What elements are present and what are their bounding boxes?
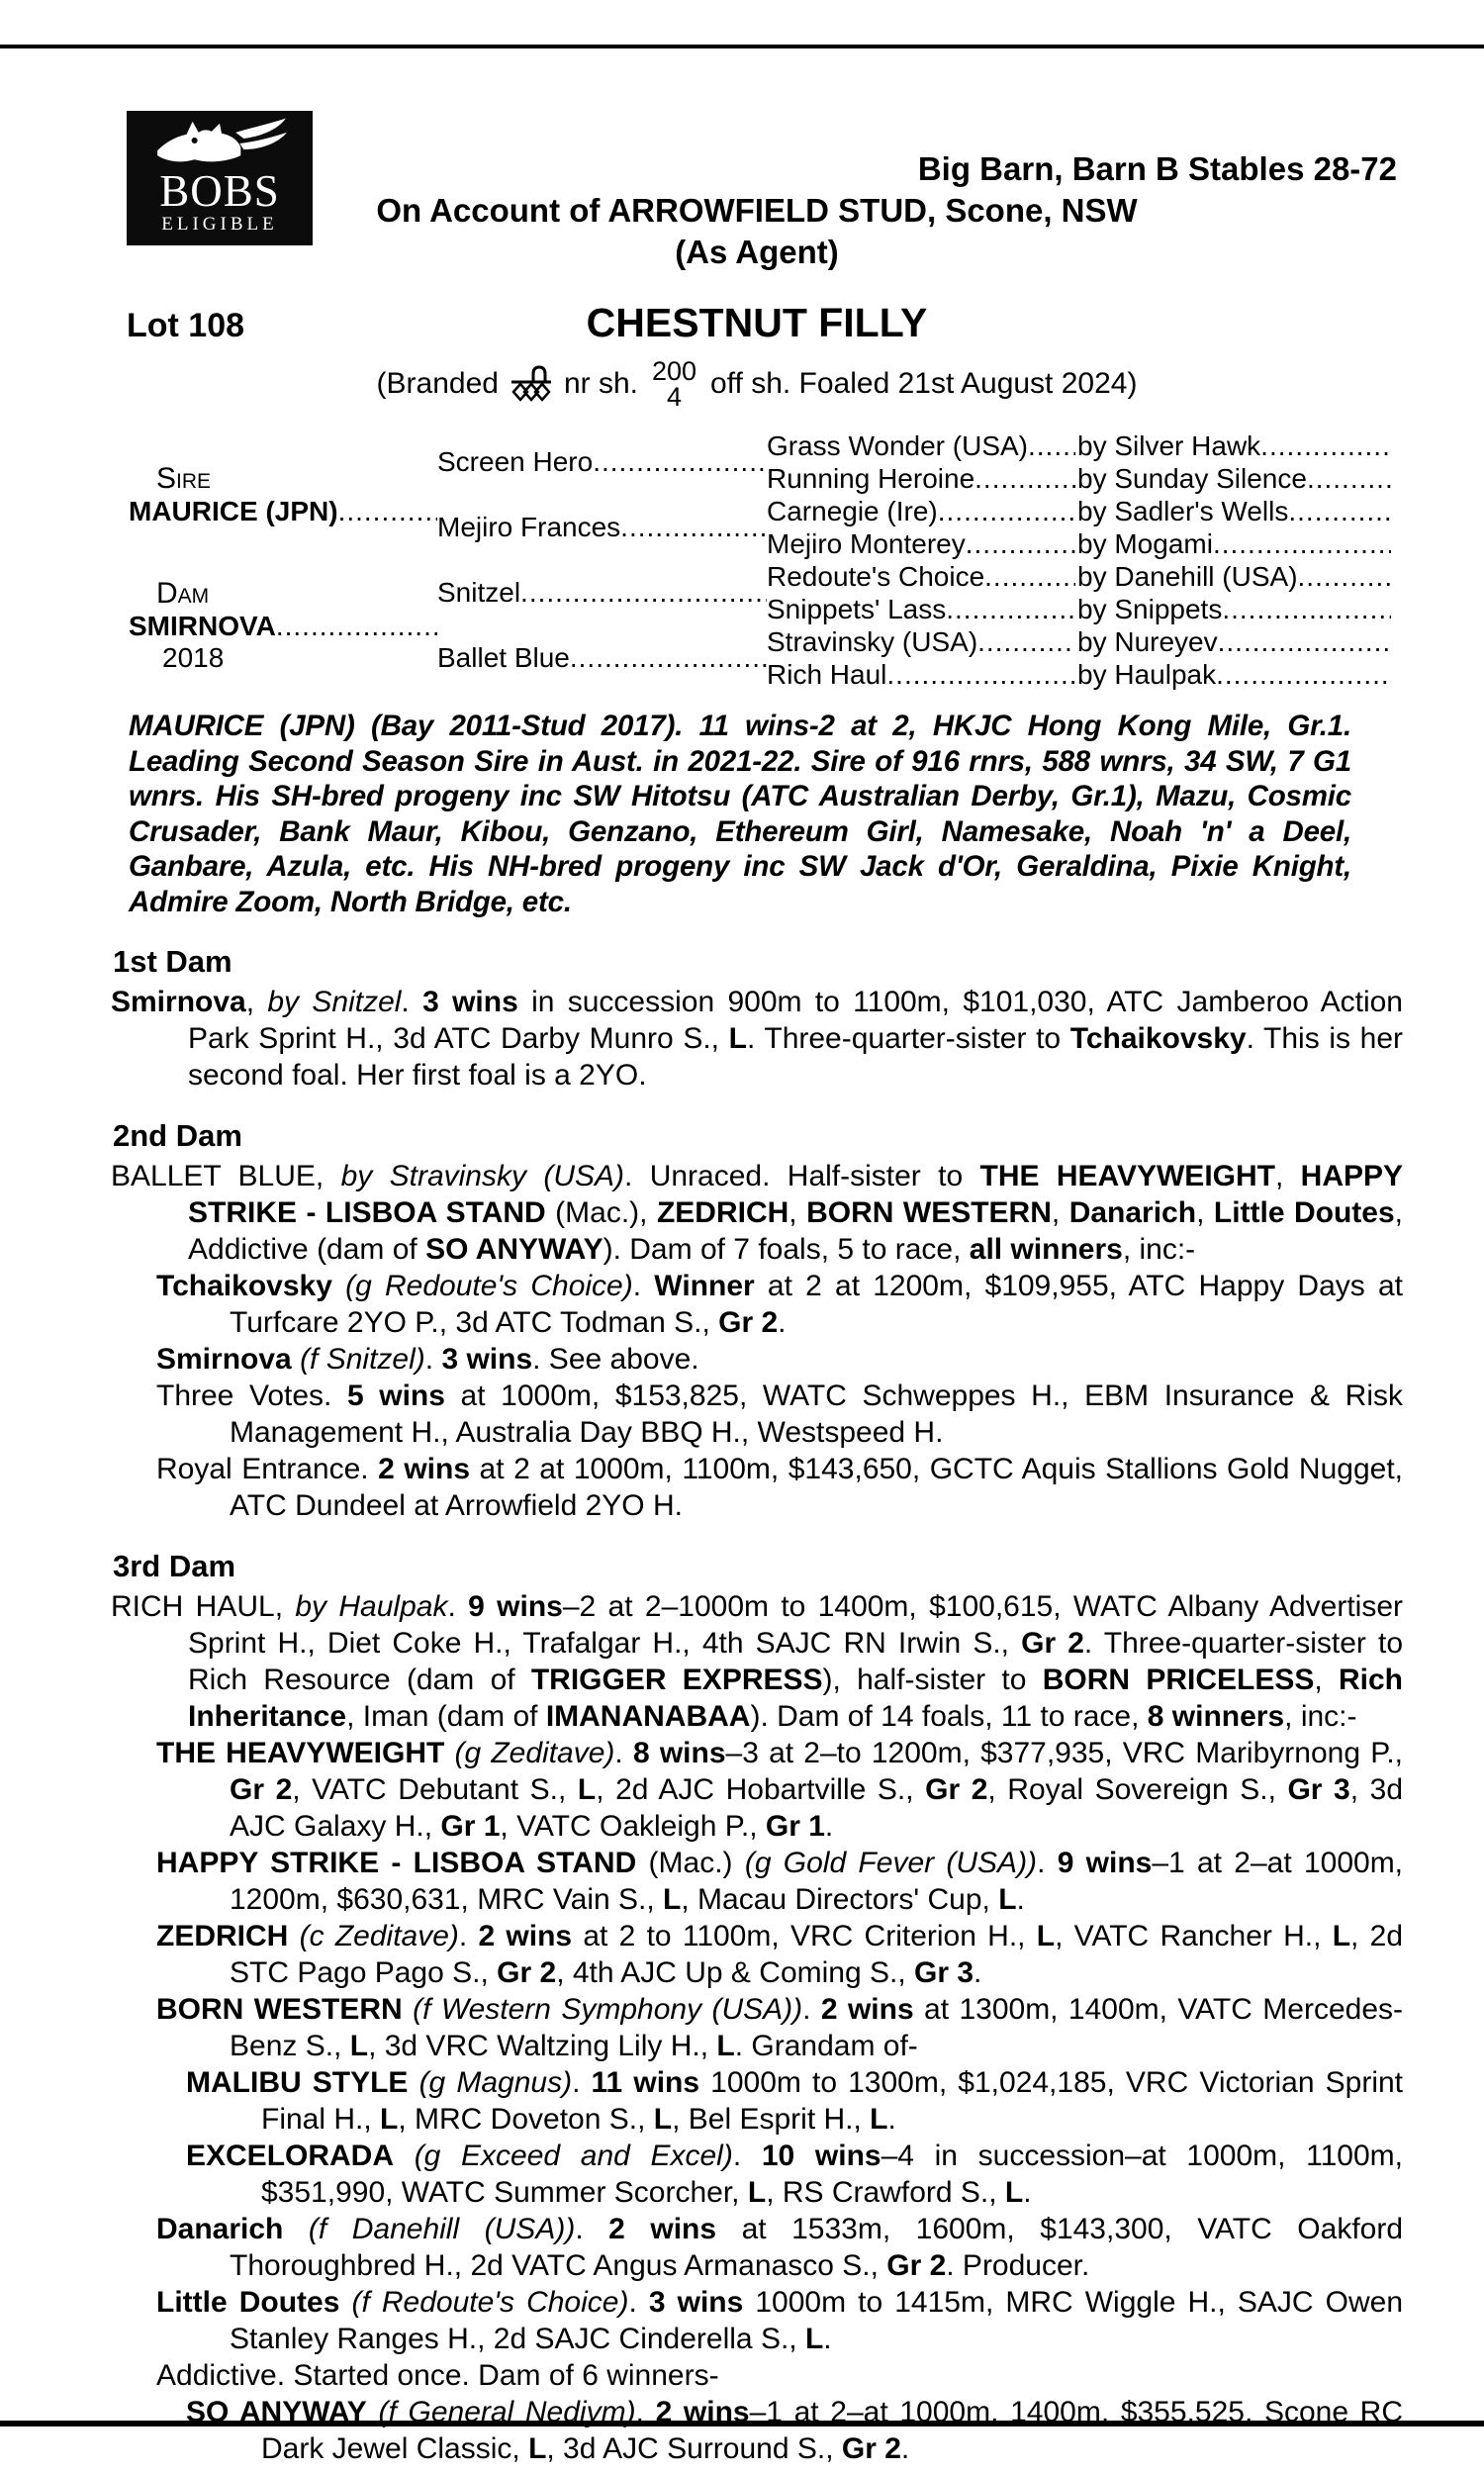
horse-title: CHESTNUT FILLY — [586, 300, 928, 345]
pedigree-cell: by Sunday Silence ..... — [1075, 462, 1391, 495]
sire-summary: MAURICE (JPN) (Bay 2011-Stud 2017). 11 wins-2 at 2, HKJC Hong Kong Mile, Gr.1. Leading Second Season Sire in Aust. in 2021-22. Sire of 916 rnrs, 588 wnrs, 34 SW, 7 G1 wnrs. His SH-bred progeny inc SW Hitotsu (ATC Australian Derby, Gr.1), Mazu, Cosmic Crusader, Bank Maur, Kibou, Genzano, Ethereum Girl, Namesake, Noah 'n' a Deel, Ganbare, Azula, etc. His NH-bred progeny inc SW Jack d'Or, Geraldina, Pixie Knight, Admire Zoom, North Bridge, etc. — [129, 710, 1351, 918]
branded-row — [111, 358, 1403, 410]
branded-prefix: (Branded — [376, 367, 499, 400]
section-heading: 3rd Dam — [113, 1549, 236, 1583]
dam-paragraph: BALLET BLUE, by Stravinsky (USA). Unraced. Half-sister to THE HEAVYWEIGHT, HAPPY STRIKE - LISBOA STAND (Mac.), ZEDRICH, BORN WESTERN, Danarich, Little Doutes, Addictive (dam of SO ANYWAY). Dam of 7 foals, 5 to race, all winners, inc:- — [111, 1160, 1404, 1266]
progeny-paragraph: THE HEAVYWEIGHT (g Zeditave). 8 wins–3 at 2–to 1200m, $377,935, VRC Maribyrnong P., Gr 2, VATC Debutant S., L, 2d AJC Hobartville S., Gr 2, Royal Sovereign S., Gr 3, 3d AJC Galaxy H., Gr 1, VATC Oakleigh P., Gr 1. — [156, 1737, 1404, 1843]
dam-paragraph: RICH HAUL, by Haulpak. 9 wins–2 at 2–1000m to 1400m, $100,615, WATC Albany Advertiser Sprint H., Diet Coke H., Trafalgar H., 4th SAJC RN Irwin S., Gr 2. Three-quarter-sister to Rich Resource (dam of TRIGGER EXPRESS), half-sister to BORN PRICELESS, Rich Inheritance, Iman (dam of IMANANABAA). Dam of 14 foals, 11 to race, 8 winners, inc:- — [111, 1590, 1404, 1733]
dam-label: Dam — [156, 577, 210, 610]
pedigree-table — [111, 429, 1403, 691]
brand-number-bottom: 4 — [667, 382, 683, 412]
progeny-paragraph: Addictive. Started once. Dam of 6 winners- — [156, 2359, 719, 2392]
sire-block — [129, 429, 437, 560]
lot-row — [111, 297, 1403, 348]
third-dam-section — [111, 1550, 1403, 2467]
section-heading: 2nd Dam — [113, 1118, 242, 1153]
grandsire-of-sire: Screen Hero ..... — [437, 429, 767, 495]
page-content — [111, 109, 1403, 2467]
leader-dots — [570, 642, 767, 674]
logo-text-eligible: ELIGIBLE — [161, 214, 278, 235]
brand-number-top: 200 — [651, 356, 697, 386]
dam-block — [129, 560, 437, 691]
pedigree-cell: Snippets' Lass ..... — [767, 593, 1075, 625]
pedigree-cell: by Snippets ..... — [1075, 593, 1391, 625]
section-heading: 1st Dam — [113, 944, 232, 979]
grandsire-of-dam: Snitzel ..... — [437, 560, 767, 625]
progeny-paragraph: Royal Entrance. 2 wins at 2 at 1000m, 1100m, $143,650, GCTC Aquis Stallions Gold Nugget, ATC Dundeel at Arrowfield 2YO H. — [156, 1453, 1403, 1522]
leader-dots — [520, 577, 767, 609]
progeny-paragraph: HAPPY STRIKE - LISBOA STAND (Mac.) (g Gold Fever (USA)). 9 wins–1 at 2–at 1000m, 1200m, $630,631, MRC Vain S., L, Macau Directors' Cup, L. — [156, 1847, 1404, 1916]
pedigree-cell: by Nureyev ..... — [1075, 625, 1391, 658]
pedigree-cell: Rich Haul ..... — [767, 658, 1075, 691]
pedigree-cell: by Mogami ..... — [1075, 527, 1391, 560]
top-rule — [0, 45, 1484, 48]
header — [111, 109, 1403, 273]
progeny-paragraph: Smirnova (f Snitzel). 3 wins. See above. — [156, 1343, 699, 1376]
agent-line: (As Agent) — [675, 234, 839, 270]
branded-suffix: off sh. Foaled 21st August 2024) — [710, 367, 1138, 400]
pedigree-cell: by Danehill (USA) ..... — [1075, 560, 1391, 593]
stable-line: Big Barn, Barn B Stables 28-72 — [917, 150, 1397, 187]
pedigree-cell: Mejiro Monterey ..... — [767, 527, 1075, 560]
pedigree-cell: Running Heroine ..... — [767, 462, 1075, 495]
dam-name: SMIRNOVA ..... — [129, 611, 437, 642]
brand-mark-icon — [509, 362, 554, 406]
first-dam-section — [111, 945, 1403, 1094]
sire-label: Sire — [156, 462, 212, 495]
logo-text-bobs: BOBS — [159, 166, 280, 216]
bobs-eligible-logo — [127, 111, 313, 245]
progeny-paragraph: EXCELORADA (g Exceed and Excel). 10 wins–4 in succession–at 1000m, 1100m, $351,990, WATC Summer Scorcher, L, RS Crawford S., L. — [186, 2140, 1403, 2209]
brand-number — [648, 358, 700, 410]
granddam-of-dam: Ballet Blue ..... — [437, 625, 767, 691]
leader-dots — [593, 446, 767, 478]
pedigree-cell: by Sadler's Wells ..... — [1075, 495, 1391, 527]
pedigree-cell: by Haulpak ..... — [1075, 658, 1391, 691]
progeny-paragraph: Little Doutes (f Redoute's Choice). 3 wins 1000m to 1415m, MRC Wiggle H., SAJC Owen Stanley Ranges H., 2d SAJC Cinderella S., L. — [156, 2286, 1404, 2355]
horse-head-icon — [149, 116, 290, 169]
sire-name: MAURICE (JPN) ..... — [129, 496, 437, 527]
branded-nr-shoulder: nr sh. — [563, 367, 638, 400]
leader-dots — [620, 512, 767, 543]
progeny-paragraph: BORN WESTERN (f Western Symphony (USA)). 2 wins at 1300m, 1400m, VATC Mercedes-Benz S., L, 3d VRC Waltzing Lily H., L. Grandam of- — [156, 1993, 1404, 2062]
progeny-paragraph: Tchaikovsky (g Redoute's Choice). Winner at 2 at 1200m, $109,955, ATC Happy Days at Turfcare 2YO P., 3d ATC Todman S., Gr 2. — [156, 1270, 1403, 1339]
progeny-paragraph: MALIBU STYLE (g Magnus). 11 wins 1000m to 1300m, $1,024,185, VRC Victorian Sprint Final H., L, MRC Doveton S., L, Bel Esprit H., L. — [186, 2066, 1404, 2136]
progeny-paragraph: Danarich (f Danehill (USA)). 2 wins at 1533m, 1600m, $143,300, VATC Oakford Thoroughbred H., 2d VATC Angus Armanasco S., Gr 2. Producer. — [156, 2213, 1404, 2282]
pedigree-cell: Grass Wonder (USA) ..... — [767, 429, 1075, 462]
progeny-paragraph: Three Votes. 5 wins at 1000m, $153,825, WATC Schweppes H., EBM Insurance & Risk Management H., Australia Day BBQ H., Westspeed H. — [156, 1380, 1403, 1449]
pedigree-cell: by Silver Hawk ..... — [1075, 429, 1391, 462]
progeny-paragraph: ZEDRICH (c Zeditave). 2 wins at 2 to 1100m, VRC Criterion H., L, VATC Rancher H., L, 2d STC Pago Pago S., Gr 2, 4th AJC Up & Coming S., Gr 3. — [156, 1920, 1404, 1989]
second-dam-section — [111, 1119, 1403, 1524]
pedigree-cell: Carnegie (Ire) ..... — [767, 495, 1075, 527]
granddam-of-sire: Mejiro Frances ..... — [437, 495, 767, 560]
pedigree-cell: Redoute's Choice ..... — [767, 560, 1075, 593]
dam-year: 2018 — [162, 642, 225, 673]
lot-number: Lot 108 — [127, 307, 245, 344]
pedigree-cell: Stravinsky (USA) ..... — [767, 625, 1075, 658]
progeny-paragraph: SO ANYWAY (f General Nediym). 2 wins–1 at 2–at 1000m, 1400m, $355,525, Scone RC Dark Jewel Classic, L, 3d AJC Surround S., Gr 2. — [186, 2396, 1403, 2465]
leader-dots — [276, 611, 437, 642]
account-line: On Account of ARROWFIELD STUD, Scone, NSW — [376, 192, 1138, 229]
leader-dots — [338, 496, 437, 527]
dam-paragraph: Smirnova, by Snitzel. 3 wins in succession 900m to 1100m, $101,030, ATC Jamberoo Action Park Sprint H., 3d ATC Darby Munro S., L. Three-quarter-sister to Tchaikovsky. This is her second foal. Her first foal is a 2YO. — [111, 986, 1403, 1092]
